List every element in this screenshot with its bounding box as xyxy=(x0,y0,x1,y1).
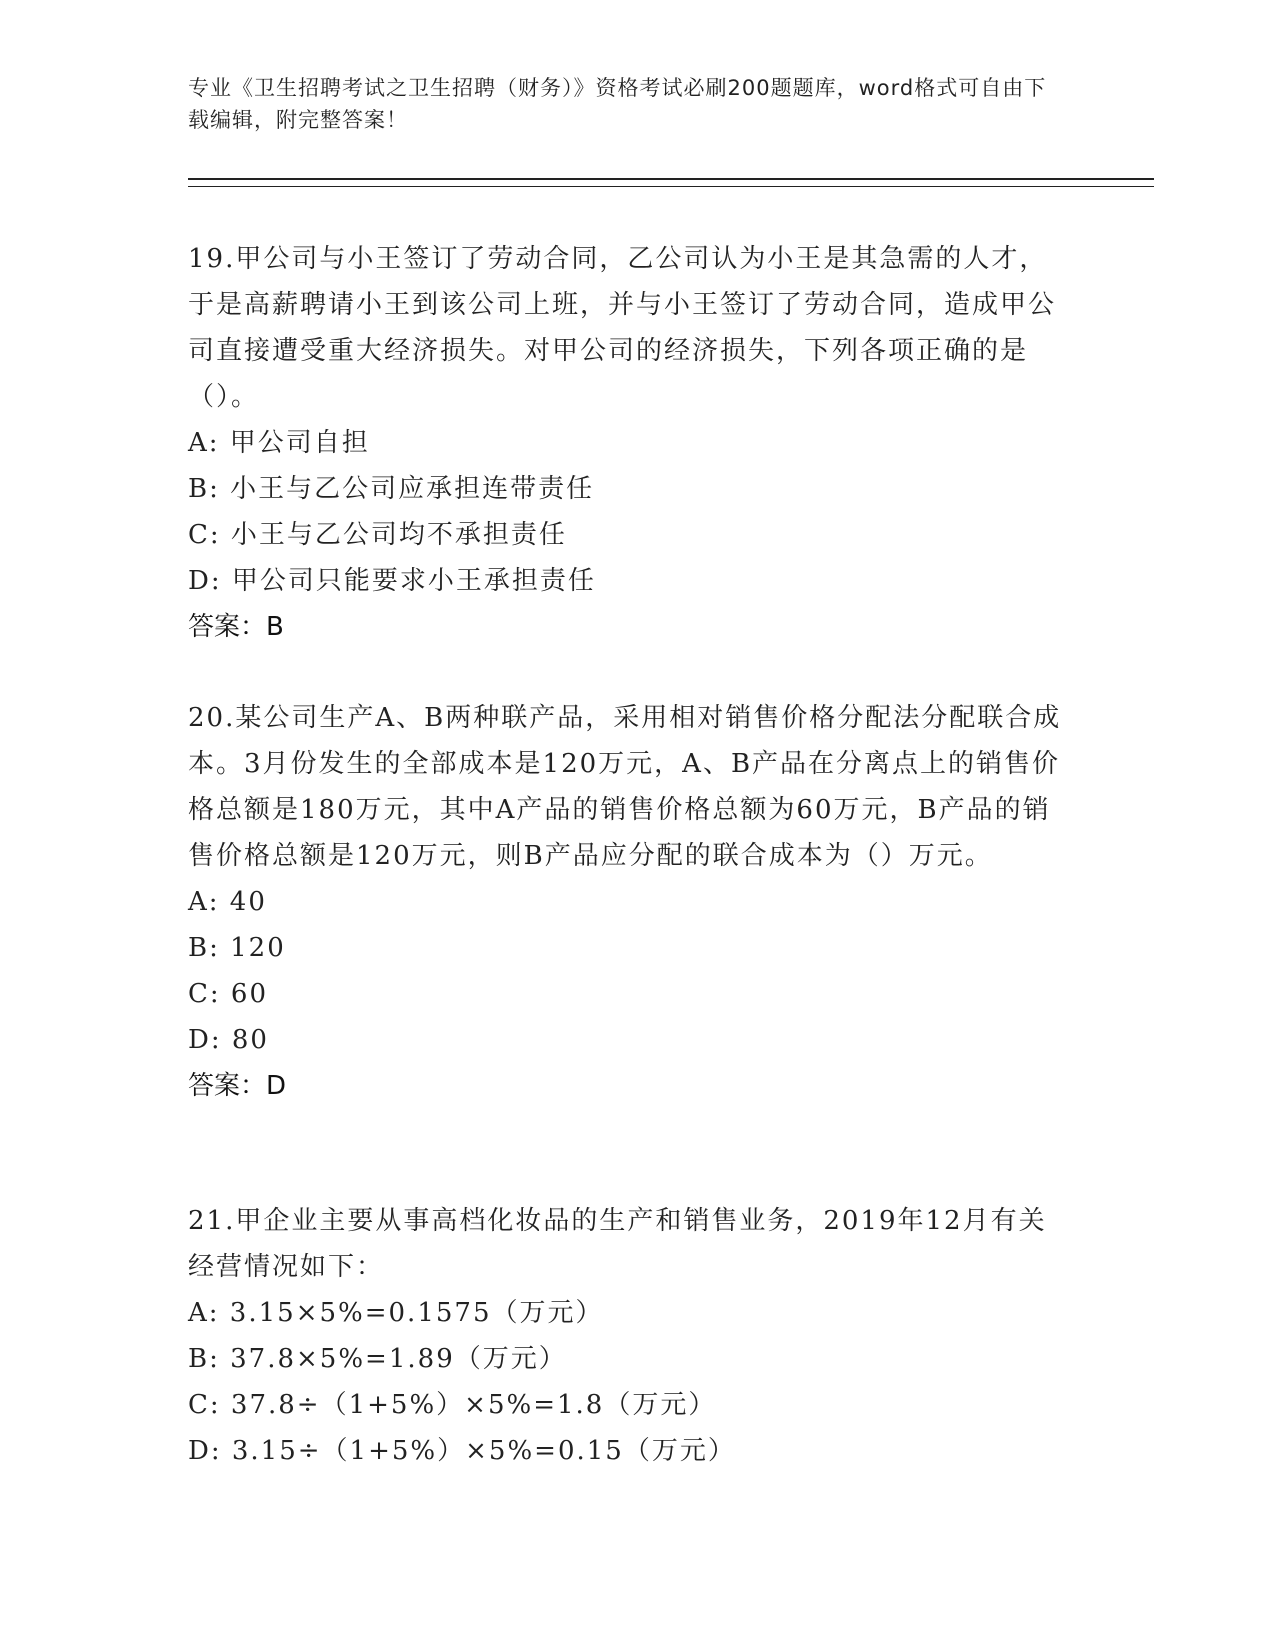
document-header xyxy=(188,72,1068,136)
option-b: B: 37.8×5%=1.89（万元） xyxy=(188,1344,567,1374)
option-a: A: 40 xyxy=(188,887,267,917)
question-21 xyxy=(188,1198,1068,1474)
option-a: A: 甲公司自担 xyxy=(188,428,370,458)
answer-line: 答案：B xyxy=(188,612,284,642)
option-b: B: 120 xyxy=(188,933,286,963)
option-d: D: 甲公司只能要求小王承担责任 xyxy=(188,566,596,596)
header-text: 专业《卫生招聘考试之卫生招聘（财务）》资格考试必刷200题题库，word格式可自由下载编辑，附完整答案！ xyxy=(188,76,1047,132)
question-stem: 20.某公司生产A、B两种联产品，采用相对销售价格分配法分配联合成本。3月份发生的全部成本是120万元，A、B产品在分离点上的销售价格总额是180万元，其中A产品的销售价格总额为60万元，B产品的销售价格总额是120万元，则B产品应分配的联合成本为（）万元。 xyxy=(188,703,1062,871)
header-divider xyxy=(188,178,1154,187)
option-c: C: 60 xyxy=(188,979,269,1009)
option-c: C: 小王与乙公司均不承担责任 xyxy=(188,520,567,550)
answer-line: 答案：D xyxy=(188,1071,287,1101)
option-d: D: 3.15÷（1+5%）×5%=0.15（万元） xyxy=(188,1436,736,1466)
option-a: A: 3.15×5%=0.1575（万元） xyxy=(188,1298,604,1328)
option-c: C: 37.8÷（1+5%）×5%=1.8（万元） xyxy=(188,1390,717,1420)
question-stem: 21.甲企业主要从事高档化妆品的生产和销售业务，2019年12月有关经营情况如下： xyxy=(188,1206,1047,1282)
option-d: D: 80 xyxy=(188,1025,269,1055)
question-stem: 19.甲公司与小王签订了劳动合同，乙公司认为小王是其急需的人才，于是高薪聘请小王到该公司上班，并与小王签订了劳动合同，造成甲公司直接遭受重大经济损失。对甲公司的经济损失，下列各项正确的是（）。 xyxy=(188,244,1057,412)
question-20 xyxy=(188,695,1068,1109)
question-19 xyxy=(188,236,1068,650)
option-b: B: 小王与乙公司应承担连带责任 xyxy=(188,474,595,504)
